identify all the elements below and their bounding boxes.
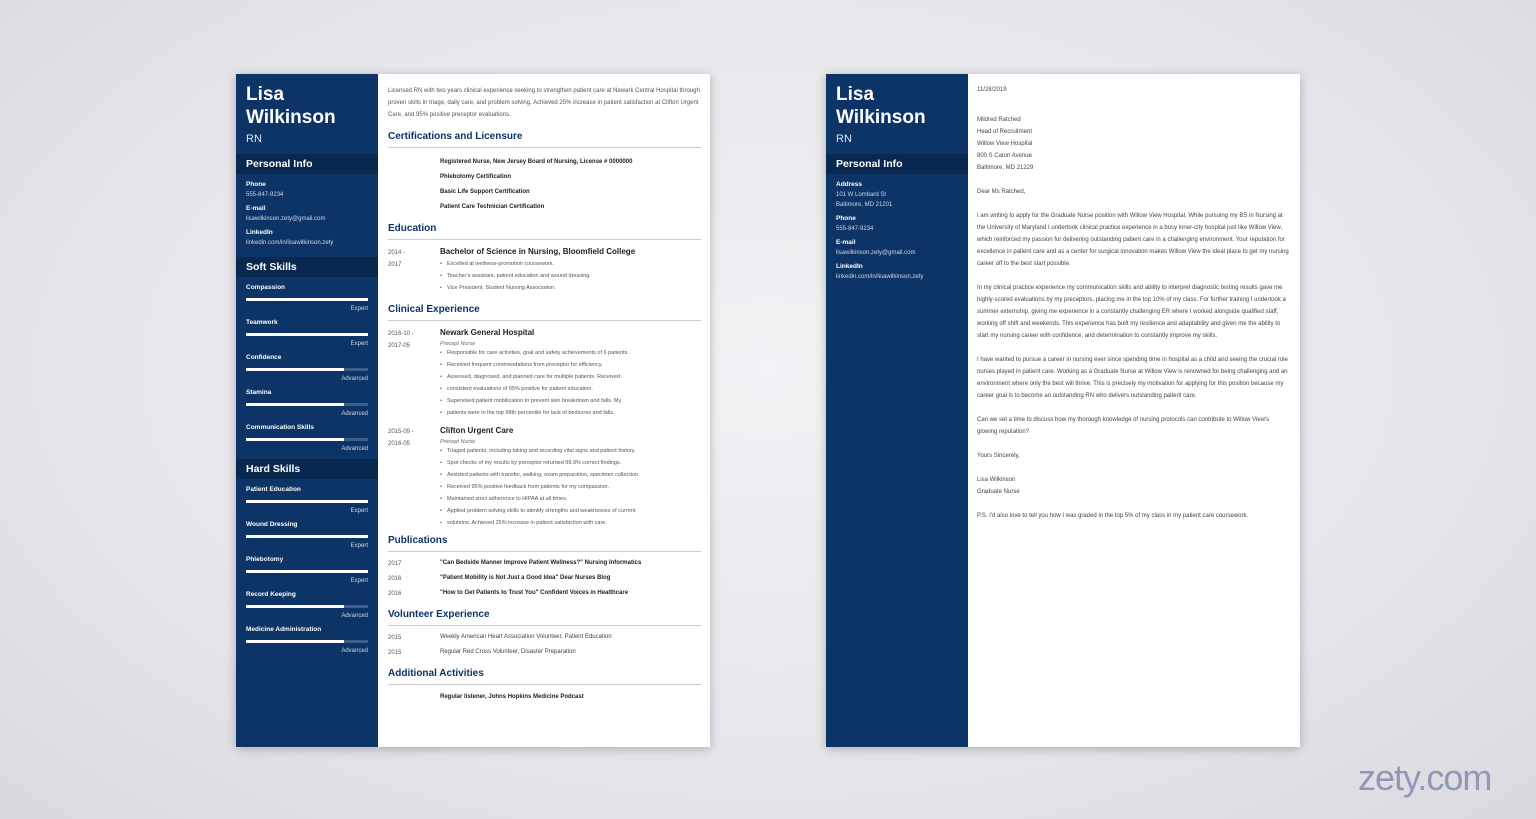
skill-level: Advanced bbox=[341, 446, 368, 452]
soft-skills-heading: Soft Skills bbox=[236, 257, 378, 277]
skill-name: Patient Education bbox=[246, 486, 301, 493]
letter-paragraph-2: In my clinical practice experience my communication skills and ability to interpret diagnostic testing results gave me highly-scored evaluations by my preceptors, placing me in the top 10% of my class. For further training I undertook a summer externship, giving me experience in a constantly challenging ER where I worked alongside qualified staff, working off shift and weekends. This experience has built my resilience and adaptability and given me the ability to start my nursing career with confidence, and determination to constantly improve my skills. bbox=[977, 285, 1286, 339]
publication-title: "How to Get Patients to Trust You" Confident Voices in Healthcare bbox=[440, 590, 629, 596]
skill-bar bbox=[246, 570, 368, 573]
letter-body bbox=[968, 74, 1300, 747]
job-entry bbox=[388, 328, 701, 419]
education-title: Bachelor of Science in Nursing, Bloomfield College bbox=[440, 247, 636, 256]
skill-level: Expert bbox=[350, 341, 368, 347]
jobs-list bbox=[388, 328, 701, 529]
resume-personal-info-heading: Personal Info bbox=[236, 154, 378, 174]
letter-first-name: Lisa bbox=[836, 84, 875, 105]
letter-personal-info-heading: Personal Info bbox=[826, 154, 968, 174]
certification-item: Registered Nurse, New Jersey Board of Nursing, License # 0000000 bbox=[440, 159, 633, 165]
hard-skills-heading: Hard Skills bbox=[236, 459, 378, 479]
soft-skills-list bbox=[236, 284, 378, 452]
skill-bar bbox=[246, 333, 368, 336]
volunteer-list bbox=[388, 634, 701, 658]
letter-signature-title: Graduate Nurse bbox=[977, 489, 1020, 495]
skill-name: Medicine Administration bbox=[246, 626, 322, 633]
letter-date: 11/28/2019 bbox=[977, 87, 1007, 93]
skill-bar bbox=[246, 640, 368, 643]
publication-title: "Can Bedside Manner Improve Patient Wellness?" Nursing Informatics bbox=[440, 560, 642, 566]
letter-postscript: P.S. I'd also love to tell you how I was graded in the top 5% of my class in my patient care coursework. bbox=[977, 513, 1249, 519]
skill-level: Expert bbox=[350, 508, 368, 514]
skill-item bbox=[236, 591, 378, 619]
skill-bar-fill bbox=[246, 368, 344, 371]
hard-skills-list bbox=[236, 486, 378, 654]
certifications-heading: Certifications and Licensure bbox=[388, 131, 523, 142]
email-label: E-mail bbox=[836, 239, 856, 246]
letter-signature-name: Lisa Wilkinson bbox=[977, 477, 1016, 483]
volunteer-title: Regular Red Cross Volunteer, Disaster Preparation bbox=[440, 649, 576, 655]
job-bullet: • Applied problem solving skills to identify strengths and weaknesses of current bbox=[440, 505, 701, 517]
skill-level: Expert bbox=[350, 306, 368, 312]
resume-page bbox=[236, 74, 710, 747]
recipient-line: 800 S Caton Avenue bbox=[977, 153, 1032, 159]
education-heading: Education bbox=[388, 223, 437, 234]
skill-item bbox=[236, 486, 378, 514]
job-bullet: • Triaged patients, including taking and recording vital signs and patient history. bbox=[440, 445, 701, 457]
job-details bbox=[440, 426, 701, 529]
skill-bar-fill bbox=[246, 640, 344, 643]
letter-last-name: Wilkinson bbox=[836, 107, 926, 128]
education-bullets bbox=[440, 258, 701, 294]
resume-last-name: Wilkinson bbox=[246, 107, 336, 128]
zety-logo: zety.com bbox=[1358, 757, 1492, 798]
skill-bar-fill bbox=[246, 438, 344, 441]
certification-item: Patient Care Technician Certification bbox=[440, 204, 545, 210]
skill-bar bbox=[246, 298, 368, 301]
resume-job-title: RN bbox=[246, 133, 262, 145]
recipient-line: Baltimore, MD 21229 bbox=[977, 165, 1034, 171]
resume-first-name: Lisa bbox=[246, 84, 285, 105]
skill-level: Advanced bbox=[341, 411, 368, 417]
skill-level: Advanced bbox=[341, 648, 368, 654]
linkedin-label: LinkedIn bbox=[246, 229, 273, 236]
skill-name: Wound Dressing bbox=[246, 521, 298, 528]
letter-closing: Yours Sincerely, bbox=[977, 453, 1020, 459]
publications-heading: Publications bbox=[388, 535, 448, 546]
job-bullet: • Spot checks of my results by preceptor returned 99.9% correct findings. bbox=[440, 457, 701, 469]
divider bbox=[388, 684, 701, 685]
skill-name: Teamwork bbox=[246, 319, 278, 326]
skill-bar-fill bbox=[246, 570, 368, 573]
skill-name: Stamina bbox=[246, 389, 272, 396]
skill-item bbox=[236, 626, 378, 654]
job-bullet: • Supervised patient mobilization to prevent skin breakdown and falls. My bbox=[440, 395, 701, 407]
skill-level: Expert bbox=[350, 578, 368, 584]
letter-personal-info bbox=[826, 174, 968, 280]
letter-paragraph-1: I am writing to apply for the Graduate Nurse position with Willow View Hospital. While pursuing my BS in Nursing at the University of Maryland I undertook clinical practice experience in a busy inner-city hospital just like Willow View, which reinforced my passion for delivering outstanding patient care in a challenging environment. Your reputation for excellence in patient care and as a center for surgical innovation makes Willow View the ideal place to get my nursing career off to the best start possible. bbox=[977, 213, 1289, 267]
recipient-line: Willow View Hospital bbox=[977, 141, 1033, 147]
phone-value: 555-847-9234 bbox=[836, 226, 874, 232]
job-date bbox=[388, 426, 440, 529]
certifications-list bbox=[388, 159, 701, 210]
publication-year: 2016 bbox=[388, 591, 402, 597]
additional-activity: Regular listener, Johns Hopkins Medicine Podcast bbox=[440, 694, 584, 700]
divider bbox=[388, 320, 701, 321]
education-date-start: 2014 - bbox=[388, 250, 406, 256]
job-date-start: 2016-10 - bbox=[388, 331, 414, 337]
job-bullet: • Received frequent commendations from preceptor for efficiency. bbox=[440, 359, 701, 371]
email-value: lisawilkinson.zety@gmail.com bbox=[246, 216, 326, 222]
resume-main bbox=[378, 74, 710, 747]
job-entry bbox=[388, 426, 701, 529]
education-bullet: • Excelled at wellness-promotion coursework. bbox=[440, 258, 701, 270]
letter-paragraph-4: Can we set a time to discuss how my thorough knowledge of nursing protocols can contribute to Willow View's glowing reputation? bbox=[977, 417, 1270, 435]
resume-personal-info bbox=[236, 174, 378, 246]
publication-item bbox=[388, 575, 701, 584]
skill-bar bbox=[246, 605, 368, 608]
skill-level: Expert bbox=[350, 543, 368, 549]
skill-bar-fill bbox=[246, 298, 368, 301]
job-title: Newark General Hospital bbox=[440, 328, 535, 337]
publication-title: "Patient Mobility is Not Just a Good Idea" Dear Nurses Blog bbox=[440, 575, 611, 581]
phone-label: Phone bbox=[836, 215, 856, 222]
certification-item: Phlebotomy Certification bbox=[440, 174, 512, 180]
phone-label: Phone bbox=[246, 181, 266, 188]
volunteer-year: 2015 bbox=[388, 635, 402, 641]
linkedin-value: linkedin.com/in/lisawilkinson.zety bbox=[836, 274, 924, 280]
address-label: Address bbox=[836, 181, 863, 188]
letter-sidebar bbox=[826, 74, 968, 747]
skill-bar-fill bbox=[246, 403, 344, 406]
education-entry bbox=[388, 247, 701, 294]
skill-name: Communication Skills bbox=[246, 424, 314, 431]
divider bbox=[388, 147, 701, 148]
job-date-end: 2016-05 bbox=[388, 441, 411, 447]
education-bullet: • Teacher's assistant, patient education and wound dressing. bbox=[440, 270, 701, 282]
job-role: Precept Nurse bbox=[440, 439, 476, 445]
skill-name: Compassion bbox=[246, 284, 286, 291]
letter-paragraph-3: I have wanted to pursue a career in nursing ever since spending time in hospital as a child and seeing the crucial role nurses played in patient care. Working as a Graduate Nurse at Willow View is renowned for being challenging and an environment where only the best will thrive. This is precisely my motivation for applying for this position because my career goal is to become an outstanding RN who delivers outstanding patient care. bbox=[977, 357, 1288, 399]
additional-activities-heading: Additional Activities bbox=[388, 668, 484, 679]
volunteer-title: Weekly American Heart Association Volunteer, Patient Education bbox=[440, 634, 612, 640]
job-details bbox=[440, 328, 701, 419]
divider bbox=[388, 551, 701, 552]
skill-name: Record Keeping bbox=[246, 591, 296, 598]
volunteer-year: 2015 bbox=[388, 650, 402, 656]
skill-item bbox=[236, 556, 378, 584]
skill-item bbox=[236, 424, 378, 452]
job-bullet: • patients were in the top 98th percentile for lack of bedsores and falls. bbox=[440, 407, 701, 419]
publication-year: 2017 bbox=[388, 561, 402, 567]
job-bullet: • Assisted patients with transfer, walking, exam preparation, specimen collection. bbox=[440, 469, 701, 481]
volunteer-item bbox=[388, 634, 701, 643]
recipient-line: Mildred Ratched bbox=[977, 117, 1021, 123]
skill-item bbox=[236, 319, 378, 347]
job-role: Precept Nurse bbox=[440, 341, 476, 347]
job-bullet: • Received 95% positive feedback from patients for my compassion. bbox=[440, 481, 701, 493]
address-line-1: 101 W Lombard St bbox=[836, 192, 887, 198]
skill-item bbox=[236, 284, 378, 312]
skill-bar-fill bbox=[246, 535, 368, 538]
skill-name: Phlebotomy bbox=[246, 556, 284, 563]
job-date-start: 2015-09 - bbox=[388, 429, 414, 435]
skill-item bbox=[236, 389, 378, 417]
divider bbox=[388, 239, 701, 240]
email-value: lisawilkinson.zety@gmail.com bbox=[836, 250, 916, 256]
volunteer-heading: Volunteer Experience bbox=[388, 609, 490, 620]
publication-item bbox=[388, 590, 701, 599]
linkedin-label: LinkedIn bbox=[836, 263, 863, 270]
skill-bar bbox=[246, 535, 368, 538]
email-label: E-mail bbox=[246, 205, 266, 212]
letter-job-title: RN bbox=[836, 133, 852, 145]
letter-salutation: Dear Ms Ratched, bbox=[977, 189, 1026, 195]
resume-summary: Licensed RN with two years clinical experience seeking to strengthen patient care at Newark Central Hospital through proven skills in triage, daily care, and problem solving. Achieved 25% increase in patient satisfaction at Clifton Urgent Care, and 95% positive preceptor evaluations. bbox=[388, 88, 700, 118]
education-date-end: 2017 bbox=[388, 262, 402, 268]
publication-item bbox=[388, 560, 701, 569]
phone-value: 555-847-9234 bbox=[246, 192, 284, 198]
skill-name: Confidence bbox=[246, 354, 282, 361]
skill-bar-fill bbox=[246, 333, 368, 336]
education-date bbox=[388, 247, 440, 294]
address-line-2: Baltimore, MD 21201 bbox=[836, 202, 893, 208]
clinical-experience-heading: Clinical Experience bbox=[388, 304, 480, 315]
job-bullet: • Assessed, diagnosed, and planned care for multiple patients. Received bbox=[440, 371, 701, 383]
volunteer-item bbox=[388, 649, 701, 658]
skill-bar bbox=[246, 403, 368, 406]
job-bullet: • Maintained strict adherence to HIPAA at all times. bbox=[440, 493, 701, 505]
job-title: Clifton Urgent Care bbox=[440, 426, 514, 435]
job-bullet: • Responsible for care activities, goal and safety achievements of 6 patients. bbox=[440, 347, 701, 359]
publications-list bbox=[388, 560, 701, 599]
letter-recipient bbox=[977, 114, 1291, 174]
skill-item bbox=[236, 354, 378, 382]
skill-bar-fill bbox=[246, 605, 344, 608]
skill-level: Advanced bbox=[341, 613, 368, 619]
job-bullet: • consistent evaluations of 95% positive for patient education. bbox=[440, 383, 701, 395]
skill-bar bbox=[246, 500, 368, 503]
job-date bbox=[388, 328, 440, 419]
certification-item: Basic Life Support Certification bbox=[440, 189, 530, 195]
skill-bar-fill bbox=[246, 500, 368, 503]
linkedin-value: linkedin.com/in/lisawilkinson.zety bbox=[246, 240, 334, 246]
skill-level: Advanced bbox=[341, 376, 368, 382]
skill-item bbox=[236, 521, 378, 549]
education-bullet: • Vice President, Student Nursing Association. bbox=[440, 282, 701, 294]
cover-letter-page bbox=[826, 74, 1300, 747]
publication-year: 2016 bbox=[388, 576, 402, 582]
divider bbox=[388, 625, 701, 626]
job-bullet: • solutions. Achieved 25% increase in patient satisfaction with care. bbox=[440, 517, 701, 529]
skill-bar bbox=[246, 438, 368, 441]
resume-sidebar bbox=[236, 74, 378, 747]
recipient-line: Head of Recruitment bbox=[977, 129, 1033, 135]
skill-bar bbox=[246, 368, 368, 371]
job-date-end: 2017-05 bbox=[388, 343, 411, 349]
